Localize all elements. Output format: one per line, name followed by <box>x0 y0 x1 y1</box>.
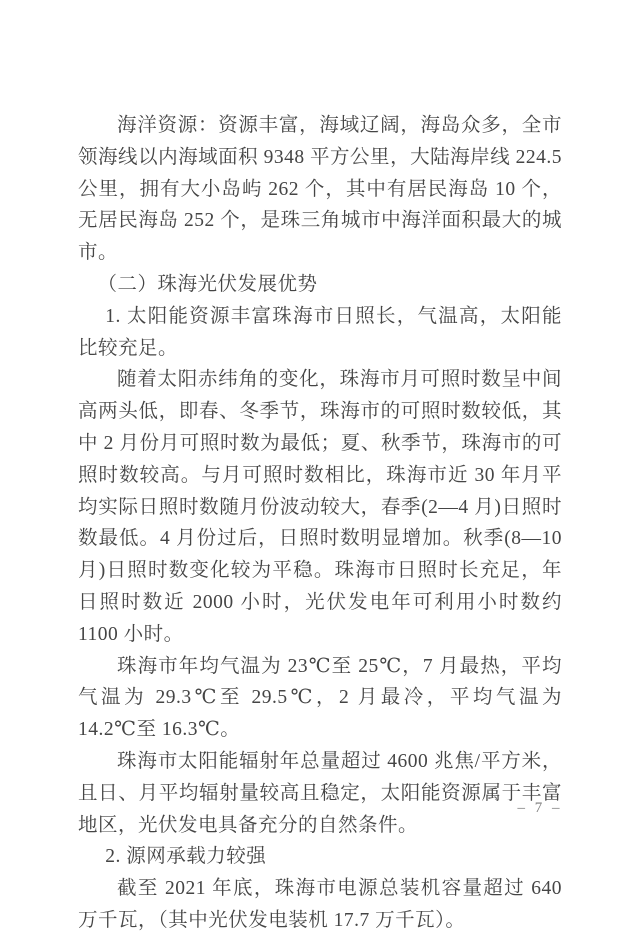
para-solar-radiation: 珠海市太阳能辐射年总量超过 4600 兆焦/平方米，且日、月平均辐射量较高且稳定，太阳能资源属于丰富地区，光伏发电具备充分的自然条件。 <box>78 750 562 836</box>
page-number: – 7 – <box>517 800 563 816</box>
heading-item-2-grid-capacity: 2. 源网承载力较强 <box>105 846 267 868</box>
heading-item-1-solar-resource: 1. 太阳能资源丰富珠海市日照长，气温高，太阳能比较充足。 <box>78 305 562 359</box>
para-installed-capacity: 截至 2021 年底，珠海市电源总装机容量超过 640 万千瓦，（其中光伏发电装机 17.7 万千瓦）。 <box>78 878 562 931</box>
para-ocean-resources: 海洋资源：资源丰富，海域辽阔，海岛众多，全市领海线以内海域面积 9348 平方公里，大陆海岸线 224.5 公里，拥有大小岛屿 262 个，其中有居民海岛 10 个，无居民海岛 252 个，是珠三角城市中海洋面积最大的城市。 <box>78 115 562 264</box>
para-sunshine-hours: 随着太阳赤纬角的变化，珠海市月可照时数呈中间高两头低，即春、冬季节，珠海市的可照时数较低，其中 2 月份月可照时数为最低；夏、秋季节，珠海市的可照时数较高。与月可照时数相比，珠海市近 30 年月平均实际日照时数随月份波动较大，春季(2—4 月)日照时数最低。4 月份过后，日照时数明显增加。秋季(8—10 月)日照时数变化较为平稳。珠海市日照时长充足，年日照时数近 2000 小时，光伏发电年可利用小时数约 1100 小时。 <box>78 369 562 645</box>
document-body <box>78 110 562 937</box>
para-average-temperature: 珠海市年均气温为 23℃至 25℃，7 月最热，平均气温为 29.3℃至 29.5℃，2 月最冷，平均气温为 14.2℃至 16.3℃。 <box>78 655 562 741</box>
heading-section-two-pv-advantages: （二）珠海光伏发展优势 <box>97 273 318 295</box>
